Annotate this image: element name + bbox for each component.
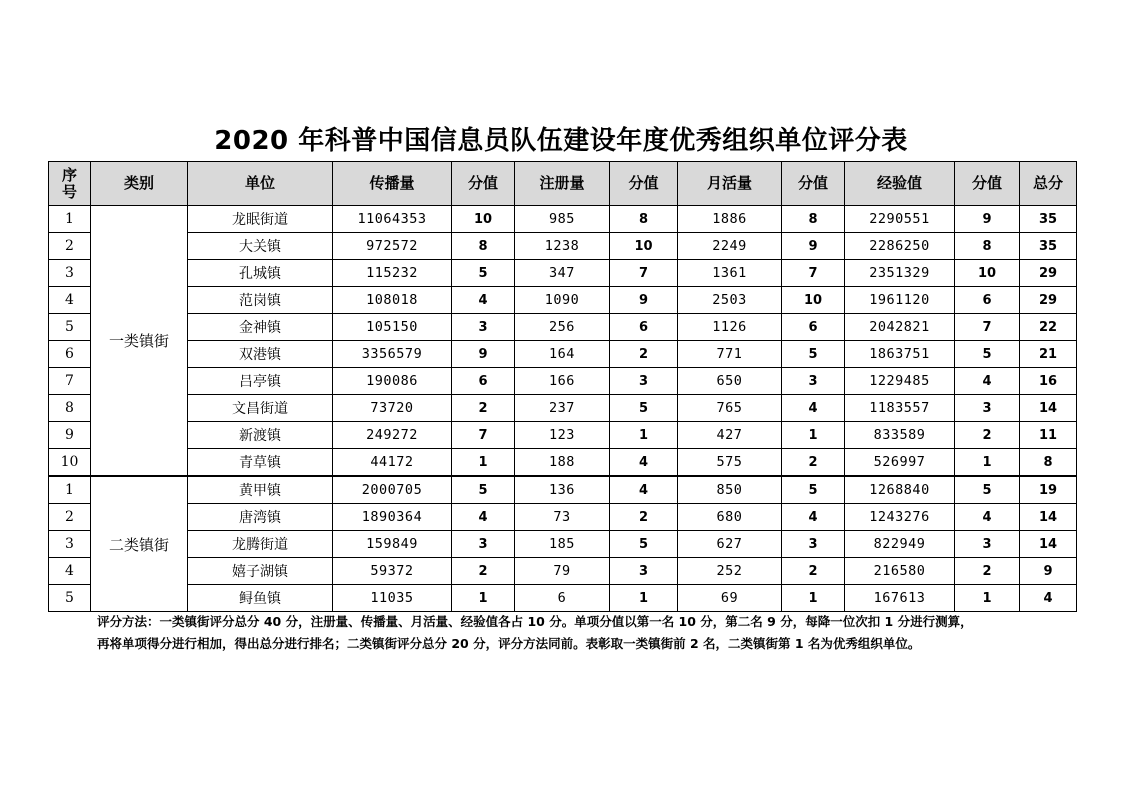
active-score: 4 — [782, 504, 845, 531]
total-score: 29 — [1020, 287, 1077, 314]
active-count: 650 — [678, 368, 782, 395]
spread-score: 10 — [452, 206, 515, 233]
table-row — [49, 504, 1077, 531]
active-score: 3 — [782, 531, 845, 558]
spread-score: 1 — [452, 585, 515, 612]
row-seq: 10 — [49, 449, 91, 477]
active-count: 252 — [678, 558, 782, 585]
active-count: 765 — [678, 395, 782, 422]
spread-count: 115232 — [333, 260, 452, 287]
row-seq: 3 — [49, 260, 91, 287]
exp-value: 2351329 — [845, 260, 955, 287]
spread-count: 44172 — [333, 449, 452, 477]
column-header: 传播量 — [333, 162, 452, 206]
table-row — [49, 422, 1077, 449]
active-score: 2 — [782, 449, 845, 477]
row-seq: 1 — [49, 476, 91, 504]
total-score: 35 — [1020, 233, 1077, 260]
column-header: 分值 — [452, 162, 515, 206]
unit-name: 孔城镇 — [188, 260, 333, 287]
active-score: 5 — [782, 341, 845, 368]
exp-score: 3 — [955, 395, 1020, 422]
active-count: 575 — [678, 449, 782, 477]
table-row — [49, 368, 1077, 395]
table-row — [49, 449, 1077, 477]
active-count: 1361 — [678, 260, 782, 287]
active-score: 2 — [782, 558, 845, 585]
spread-count: 73720 — [333, 395, 452, 422]
table-row — [49, 260, 1077, 287]
spread-count: 190086 — [333, 368, 452, 395]
exp-score: 7 — [955, 314, 1020, 341]
register-score: 1 — [610, 585, 678, 612]
column-header: 分值 — [782, 162, 845, 206]
exp-value: 167613 — [845, 585, 955, 612]
unit-name: 大关镇 — [188, 233, 333, 260]
spread-score: 2 — [452, 395, 515, 422]
total-score: 22 — [1020, 314, 1077, 341]
spread-score: 3 — [452, 531, 515, 558]
active-count: 627 — [678, 531, 782, 558]
exp-value: 526997 — [845, 449, 955, 477]
exp-value: 1183557 — [845, 395, 955, 422]
register-count: 237 — [515, 395, 610, 422]
page-title: 2020 年科普中国信息员队伍建设年度优秀组织单位评分表 — [214, 126, 908, 156]
register-count: 166 — [515, 368, 610, 395]
spread-score: 5 — [452, 476, 515, 504]
register-score: 10 — [610, 233, 678, 260]
spread-count: 1890364 — [333, 504, 452, 531]
total-score: 4 — [1020, 585, 1077, 612]
active-score: 1 — [782, 585, 845, 612]
total-score: 29 — [1020, 260, 1077, 287]
column-header: 序号 — [49, 162, 91, 206]
unit-name: 龙腾街道 — [188, 531, 333, 558]
exp-score: 1 — [955, 585, 1020, 612]
table-row — [49, 287, 1077, 314]
row-seq: 4 — [49, 558, 91, 585]
category-cell: 二类镇街 — [91, 476, 188, 612]
exp-value: 1243276 — [845, 504, 955, 531]
spread-count: 159849 — [333, 531, 452, 558]
exp-value: 833589 — [845, 422, 955, 449]
scoring-note — [97, 611, 1087, 655]
row-seq: 2 — [49, 504, 91, 531]
active-score: 5 — [782, 476, 845, 504]
active-score: 3 — [782, 368, 845, 395]
spread-score: 7 — [452, 422, 515, 449]
row-seq: 6 — [49, 341, 91, 368]
column-header: 分值 — [955, 162, 1020, 206]
table-row — [49, 585, 1077, 612]
exp-score: 9 — [955, 206, 1020, 233]
register-count: 256 — [515, 314, 610, 341]
exp-value: 2042821 — [845, 314, 955, 341]
register-score: 5 — [610, 531, 678, 558]
table-header-row — [49, 162, 1077, 206]
register-score: 6 — [610, 314, 678, 341]
active-score: 6 — [782, 314, 845, 341]
column-header: 类别 — [91, 162, 188, 206]
exp-value: 1961120 — [845, 287, 955, 314]
row-seq: 5 — [49, 314, 91, 341]
spread-score: 2 — [452, 558, 515, 585]
spread-count: 972572 — [333, 233, 452, 260]
spread-score: 8 — [452, 233, 515, 260]
active-count: 1126 — [678, 314, 782, 341]
active-score: 4 — [782, 395, 845, 422]
exp-score: 10 — [955, 260, 1020, 287]
spread-count: 108018 — [333, 287, 452, 314]
table-row — [49, 395, 1077, 422]
exp-value: 822949 — [845, 531, 955, 558]
active-count: 69 — [678, 585, 782, 612]
column-header: 分值 — [610, 162, 678, 206]
register-count: 79 — [515, 558, 610, 585]
register-score: 2 — [610, 504, 678, 531]
spread-score: 6 — [452, 368, 515, 395]
exp-score: 2 — [955, 422, 1020, 449]
scoring-note-line-2: 再将单项得分进行相加，得出总分进行排名；二类镇街评分总分 20 分，评分方法同前。表彰取一类镇街前 2 名，二类镇街第 1 名为优秀组织单位。 — [97, 636, 921, 651]
exp-value: 2286250 — [845, 233, 955, 260]
register-score: 3 — [610, 368, 678, 395]
column-header: 注册量 — [515, 162, 610, 206]
row-seq: 7 — [49, 368, 91, 395]
exp-value: 1229485 — [845, 368, 955, 395]
table-row — [49, 558, 1077, 585]
exp-value: 2290551 — [845, 206, 955, 233]
register-count: 985 — [515, 206, 610, 233]
total-score: 14 — [1020, 395, 1077, 422]
exp-score: 4 — [955, 504, 1020, 531]
column-header: 月活量 — [678, 162, 782, 206]
score-table — [48, 161, 1077, 612]
table-row — [49, 206, 1077, 233]
exp-value: 1863751 — [845, 341, 955, 368]
table-row — [49, 233, 1077, 260]
spread-count: 3356579 — [333, 341, 452, 368]
unit-name: 双港镇 — [188, 341, 333, 368]
register-score: 8 — [610, 206, 678, 233]
unit-name: 金神镇 — [188, 314, 333, 341]
register-score: 3 — [610, 558, 678, 585]
exp-value: 216580 — [845, 558, 955, 585]
exp-value: 1268840 — [845, 476, 955, 504]
unit-name: 青草镇 — [188, 449, 333, 477]
total-score: 11 — [1020, 422, 1077, 449]
spread-score: 4 — [452, 504, 515, 531]
exp-score: 2 — [955, 558, 1020, 585]
active-count: 2249 — [678, 233, 782, 260]
unit-name: 龙眠街道 — [188, 206, 333, 233]
spread-score: 4 — [452, 287, 515, 314]
register-score: 9 — [610, 287, 678, 314]
active-score: 8 — [782, 206, 845, 233]
row-seq: 1 — [49, 206, 91, 233]
active-count: 680 — [678, 504, 782, 531]
register-count: 188 — [515, 449, 610, 477]
spread-count: 11035 — [333, 585, 452, 612]
total-score: 19 — [1020, 476, 1077, 504]
spread-count: 59372 — [333, 558, 452, 585]
spread-count: 105150 — [333, 314, 452, 341]
table-row — [49, 476, 1077, 504]
exp-score: 5 — [955, 476, 1020, 504]
unit-name: 新渡镇 — [188, 422, 333, 449]
exp-score: 6 — [955, 287, 1020, 314]
category-cell: 一类镇街 — [91, 206, 188, 477]
table-row — [49, 314, 1077, 341]
exp-score: 1 — [955, 449, 1020, 477]
table-row — [49, 341, 1077, 368]
row-seq: 3 — [49, 531, 91, 558]
row-seq: 9 — [49, 422, 91, 449]
register-score: 5 — [610, 395, 678, 422]
unit-name: 嬉子湖镇 — [188, 558, 333, 585]
active-count: 1886 — [678, 206, 782, 233]
unit-name: 文昌街道 — [188, 395, 333, 422]
row-seq: 5 — [49, 585, 91, 612]
active-score: 7 — [782, 260, 845, 287]
exp-score: 3 — [955, 531, 1020, 558]
total-score: 8 — [1020, 449, 1077, 477]
unit-name: 黄甲镇 — [188, 476, 333, 504]
register-score: 2 — [610, 341, 678, 368]
spread-score: 1 — [452, 449, 515, 477]
unit-name: 鲟鱼镇 — [188, 585, 333, 612]
total-score: 35 — [1020, 206, 1077, 233]
active-score: 9 — [782, 233, 845, 260]
register-count: 347 — [515, 260, 610, 287]
total-score: 21 — [1020, 341, 1077, 368]
row-seq: 2 — [49, 233, 91, 260]
register-count: 1090 — [515, 287, 610, 314]
register-count: 136 — [515, 476, 610, 504]
active-count: 771 — [678, 341, 782, 368]
active-count: 427 — [678, 422, 782, 449]
register-count: 73 — [515, 504, 610, 531]
register-count: 164 — [515, 341, 610, 368]
active-count: 850 — [678, 476, 782, 504]
exp-score: 4 — [955, 368, 1020, 395]
scoring-note-line-1: 评分方法：一类镇街评分总分 40 分，注册量、传播量、月活量、经验值各占 10 分。单项分值以第一名 10 分，第二名 9 分，每降一位次扣 1 分进行测算， — [97, 614, 973, 629]
active-score: 1 — [782, 422, 845, 449]
row-seq: 8 — [49, 395, 91, 422]
register-count: 185 — [515, 531, 610, 558]
table-row — [49, 531, 1077, 558]
active-score: 10 — [782, 287, 845, 314]
register-score: 7 — [610, 260, 678, 287]
total-score: 14 — [1020, 504, 1077, 531]
register-score: 4 — [610, 476, 678, 504]
register-count: 6 — [515, 585, 610, 612]
total-score: 14 — [1020, 531, 1077, 558]
exp-score: 8 — [955, 233, 1020, 260]
exp-score: 5 — [955, 341, 1020, 368]
total-score: 9 — [1020, 558, 1077, 585]
active-count: 2503 — [678, 287, 782, 314]
column-header: 单位 — [188, 162, 333, 206]
unit-name: 范岗镇 — [188, 287, 333, 314]
total-score: 16 — [1020, 368, 1077, 395]
unit-name: 吕亭镇 — [188, 368, 333, 395]
table-body — [49, 206, 1077, 612]
column-header: 经验值 — [845, 162, 955, 206]
spread-count: 11064353 — [333, 206, 452, 233]
row-seq: 4 — [49, 287, 91, 314]
spread-count: 2000705 — [333, 476, 452, 504]
register-score: 4 — [610, 449, 678, 477]
register-score: 1 — [610, 422, 678, 449]
column-header: 总分 — [1020, 162, 1077, 206]
unit-name: 唐湾镇 — [188, 504, 333, 531]
register-count: 1238 — [515, 233, 610, 260]
spread-score: 3 — [452, 314, 515, 341]
spread-score: 9 — [452, 341, 515, 368]
spread-score: 5 — [452, 260, 515, 287]
spread-count: 249272 — [333, 422, 452, 449]
register-count: 123 — [515, 422, 610, 449]
